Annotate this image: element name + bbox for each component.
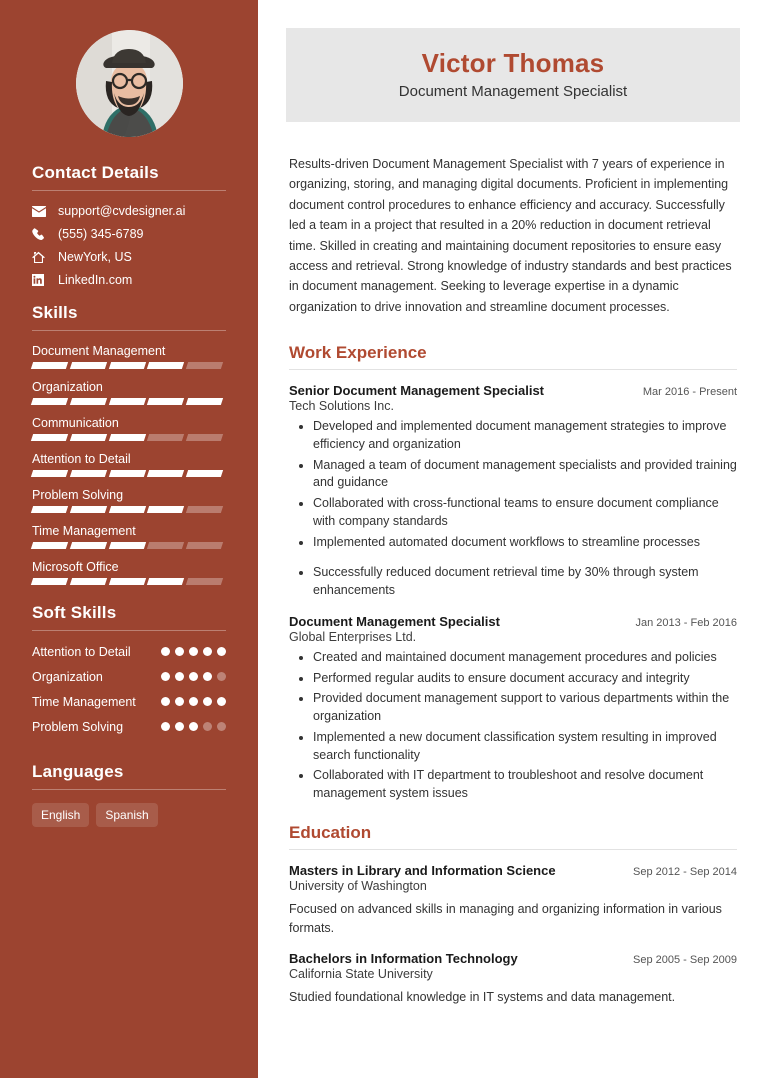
list-item: • Collaborated with IT department to troubleshoot and resolve document management system issues (313, 767, 737, 803)
soft-skill-label: Problem Solving (32, 719, 124, 734)
contact-email-label: support@cvdesigner.ai (58, 204, 186, 218)
professional-summary: Results-driven Document Management Specialist with 7 years of experience in organizing, storing, and managing digital documents. Proficient in implementing document control procedures to enhance efficiency and accuracy. Successfully led a team in a project that resulted in a 20% reduction in document retrieval time. Skilled in creating and maintaining document repositories to ensure easy access and retrieval. Strong knowledge of industry standards and best practices in document management. Seeking to leverage expertise in a dynamic organization to drive innovation and streamline document processes. (289, 157, 732, 314)
skill-label: Organization (32, 380, 103, 394)
skill-bar-segment (186, 506, 223, 513)
skill-bar-segment (70, 542, 107, 549)
skill-bar-segment (147, 542, 184, 549)
education-entry-title: Bachelors in Information Technology (289, 951, 518, 967)
contact-details-section (0, 163, 258, 287)
rating-dot (161, 697, 170, 706)
skill-bar-segment (186, 434, 223, 441)
education-entry-header (289, 863, 737, 878)
contact-phone-label: (555) 345-6789 (58, 227, 144, 241)
education-entry-header (289, 951, 737, 966)
skill-bar-segment (108, 434, 145, 441)
skill-row (32, 380, 226, 405)
skill-label: Microsoft Office (32, 560, 119, 574)
work-entry-bullets (289, 649, 737, 803)
work-entry-organization: Tech Solutions Inc. (289, 399, 394, 413)
bullet-group-spacer (289, 554, 737, 564)
work-entry-organization: Global Enterprises Ltd. (289, 629, 417, 644)
rating-dot (217, 697, 226, 706)
contact-item-linkedin[interactable] (32, 273, 226, 287)
languages-heading: Languages (32, 761, 124, 781)
contact-details-divider (32, 190, 226, 191)
soft-skills-divider (32, 630, 226, 631)
work-entry-header (289, 614, 737, 629)
contact-item-phone[interactable] (32, 227, 226, 241)
contact-item-location[interactable] (32, 250, 226, 264)
skill-bar-segment (108, 398, 145, 405)
list-item: • Implemented a new document classification system resulting in improved search functionality (313, 729, 737, 765)
skills-section (0, 303, 258, 585)
rating-dot (203, 697, 212, 706)
skill-bar-segment (147, 506, 184, 513)
contact-location-label: NewYork, US (58, 250, 132, 264)
skill-bar-segment (108, 542, 145, 549)
main-content (258, 0, 768, 1078)
soft-skills-heading: Soft Skills (32, 603, 117, 622)
list-item: • Successfully reduced document retrieval time by 30% through system enhancements (313, 564, 737, 600)
skill-bar-segment (70, 398, 107, 405)
skill-label: Problem Solving (32, 488, 124, 502)
contact-details-heading: Contact Details (32, 163, 159, 182)
avatar (76, 30, 183, 137)
work-entry-title: Document Management Specialist (289, 613, 500, 629)
rating-dot (189, 722, 198, 731)
soft-skills-section (0, 603, 258, 736)
page-title: Victor Thomas (421, 48, 605, 78)
skill-bar-segment (70, 470, 107, 477)
skill-bar-segment (31, 470, 68, 477)
education-entry-description: Studied foundational knowledge in IT systems and data management. (289, 990, 676, 1005)
soft-skill-rating-dots (161, 719, 226, 731)
education-list (289, 863, 737, 1007)
rating-dot (189, 697, 198, 706)
name-card (286, 28, 740, 122)
language-tag-list (32, 803, 226, 827)
soft-skill-row (32, 669, 226, 686)
work-experience-divider (289, 369, 737, 370)
skill-row (32, 452, 226, 477)
skill-bar-segment (108, 470, 145, 477)
skill-bar-segment (31, 578, 68, 585)
list-item: • Implemented automated document workflows to streamline processes (313, 534, 737, 552)
work-entry-header (289, 383, 737, 398)
soft-skill-row (32, 694, 226, 711)
rating-dot (217, 722, 226, 731)
skill-bar-segment (147, 578, 184, 585)
education-entry-title: Masters in Library and Information Science (289, 862, 556, 878)
skill-bar-segment (147, 470, 184, 477)
skill-level-bar (32, 434, 222, 441)
rating-dot (203, 647, 212, 656)
skill-level-bar (32, 398, 222, 405)
list-item: • Collaborated with cross-functional teams to ensure document compliance with company standards (313, 495, 737, 531)
avatar-container (0, 30, 258, 137)
soft-skills-list (32, 644, 226, 736)
skill-bar-segment (70, 362, 107, 369)
work-experience-list (289, 383, 737, 803)
language-tag: Spanish (96, 803, 157, 827)
work-experience-section (286, 343, 740, 803)
profile-photo-illustration (76, 30, 183, 137)
skill-bar-segment (31, 434, 68, 441)
skills-divider (32, 330, 226, 331)
list-item: • Created and maintained document management procedures and policies (313, 649, 737, 667)
rating-dot (189, 647, 198, 656)
education-entry-institution: California State University (289, 967, 433, 982)
sidebar (0, 0, 258, 1078)
skill-bar-segment (70, 506, 107, 513)
rating-dot (175, 647, 184, 656)
education-section (286, 823, 740, 1007)
skill-level-bar (32, 470, 222, 477)
soft-skill-rating-dots (161, 669, 226, 681)
education-entry-date: Sep 2012 - Sep 2014 (633, 865, 737, 878)
skill-level-bar (32, 578, 222, 585)
soft-skill-label: Organization (32, 669, 103, 684)
soft-skill-label: Time Management (32, 694, 136, 709)
skill-bar-segment (147, 434, 184, 441)
contact-item-email[interactable] (32, 204, 226, 218)
list-item: • Managed a team of document management specialists and provided training and guidance (313, 457, 737, 493)
skills-list (32, 344, 226, 585)
skill-row (32, 488, 226, 513)
work-entry-bullets (289, 418, 737, 551)
job-title: Document Management Specialist (398, 83, 628, 100)
work-entry (289, 383, 737, 600)
skills-heading: Skills (32, 303, 78, 322)
phone-icon (32, 228, 52, 241)
skill-bar-segment (186, 578, 223, 585)
rating-dot (175, 722, 184, 731)
rating-dot (175, 672, 184, 681)
education-divider (289, 849, 737, 850)
work-entry-date: Mar 2016 - Present (642, 386, 737, 398)
skill-bar-segment (186, 470, 223, 477)
skill-label: Attention to Detail (32, 452, 131, 466)
skill-bar-segment (70, 578, 107, 585)
skill-label: Time Management (32, 524, 136, 538)
home-icon (32, 251, 52, 264)
soft-skill-rating-dots (161, 694, 226, 706)
work-experience-heading: Work Experience (289, 343, 427, 362)
linkedin-icon (32, 274, 52, 286)
skill-level-bar (32, 506, 222, 513)
languages-divider (32, 789, 226, 790)
skill-row (32, 344, 226, 369)
skill-bar-segment (31, 398, 68, 405)
list-item: • Performed regular audits to ensure document accuracy and integrity (313, 670, 737, 688)
list-item: • Developed and implemented document management strategies to improve efficiency and organization (313, 418, 737, 454)
contact-list (32, 204, 226, 287)
education-entry-date: Sep 2005 - Sep 2009 (633, 954, 737, 967)
rating-dot (203, 672, 212, 681)
list-item: • Provided document management support to various departments within the organization (313, 690, 737, 726)
work-entry-extra-bullets (289, 564, 737, 600)
work-entry (289, 614, 737, 803)
skill-row (32, 524, 226, 549)
rating-dot (175, 697, 184, 706)
rating-dot (161, 722, 170, 731)
languages-section (0, 762, 258, 827)
work-entry-title: Senior Document Management Specialist (289, 383, 545, 398)
soft-skill-label: Attention to Detail (32, 645, 131, 659)
skill-label: Document Management (32, 344, 166, 358)
rating-dot (217, 672, 226, 681)
soft-skill-rating-dots (161, 644, 226, 656)
work-entry-date: Jan 2013 - Feb 2016 (635, 616, 737, 629)
education-entry (289, 863, 737, 938)
skill-level-bar (32, 362, 222, 369)
skill-row (32, 416, 226, 441)
rating-dot (203, 722, 212, 731)
skill-bar-segment (31, 362, 68, 369)
envelope-icon (32, 206, 52, 217)
skill-bar-segment (31, 506, 68, 513)
rating-dot (161, 672, 170, 681)
rating-dot (161, 647, 170, 656)
education-heading: Education (289, 822, 372, 842)
soft-skill-row (32, 644, 226, 661)
rating-dot (189, 672, 198, 681)
skill-bar-segment (31, 542, 68, 549)
skill-bar-segment (108, 506, 145, 513)
language-tag: English (32, 803, 89, 827)
skill-bar-segment (186, 542, 223, 549)
skill-row (32, 560, 226, 585)
skill-bar-segment (108, 578, 145, 585)
skill-bar-segment (70, 434, 107, 441)
skill-bar-segment (186, 362, 223, 369)
skill-bar-segment (147, 398, 184, 405)
education-entry-institution: University of Washington (289, 878, 427, 893)
skill-bar-segment (147, 362, 184, 369)
rating-dot (217, 647, 226, 656)
skill-label: Communication (32, 416, 119, 430)
skill-bar-segment (108, 362, 145, 369)
education-entry-description: Focused on advanced skills in managing and organizing information in various formats. (289, 901, 722, 935)
contact-linkedin-label: LinkedIn.com (58, 273, 133, 287)
skill-level-bar (32, 542, 222, 549)
education-entry (289, 951, 737, 1007)
soft-skill-row (32, 719, 226, 736)
skill-bar-segment (186, 398, 223, 405)
